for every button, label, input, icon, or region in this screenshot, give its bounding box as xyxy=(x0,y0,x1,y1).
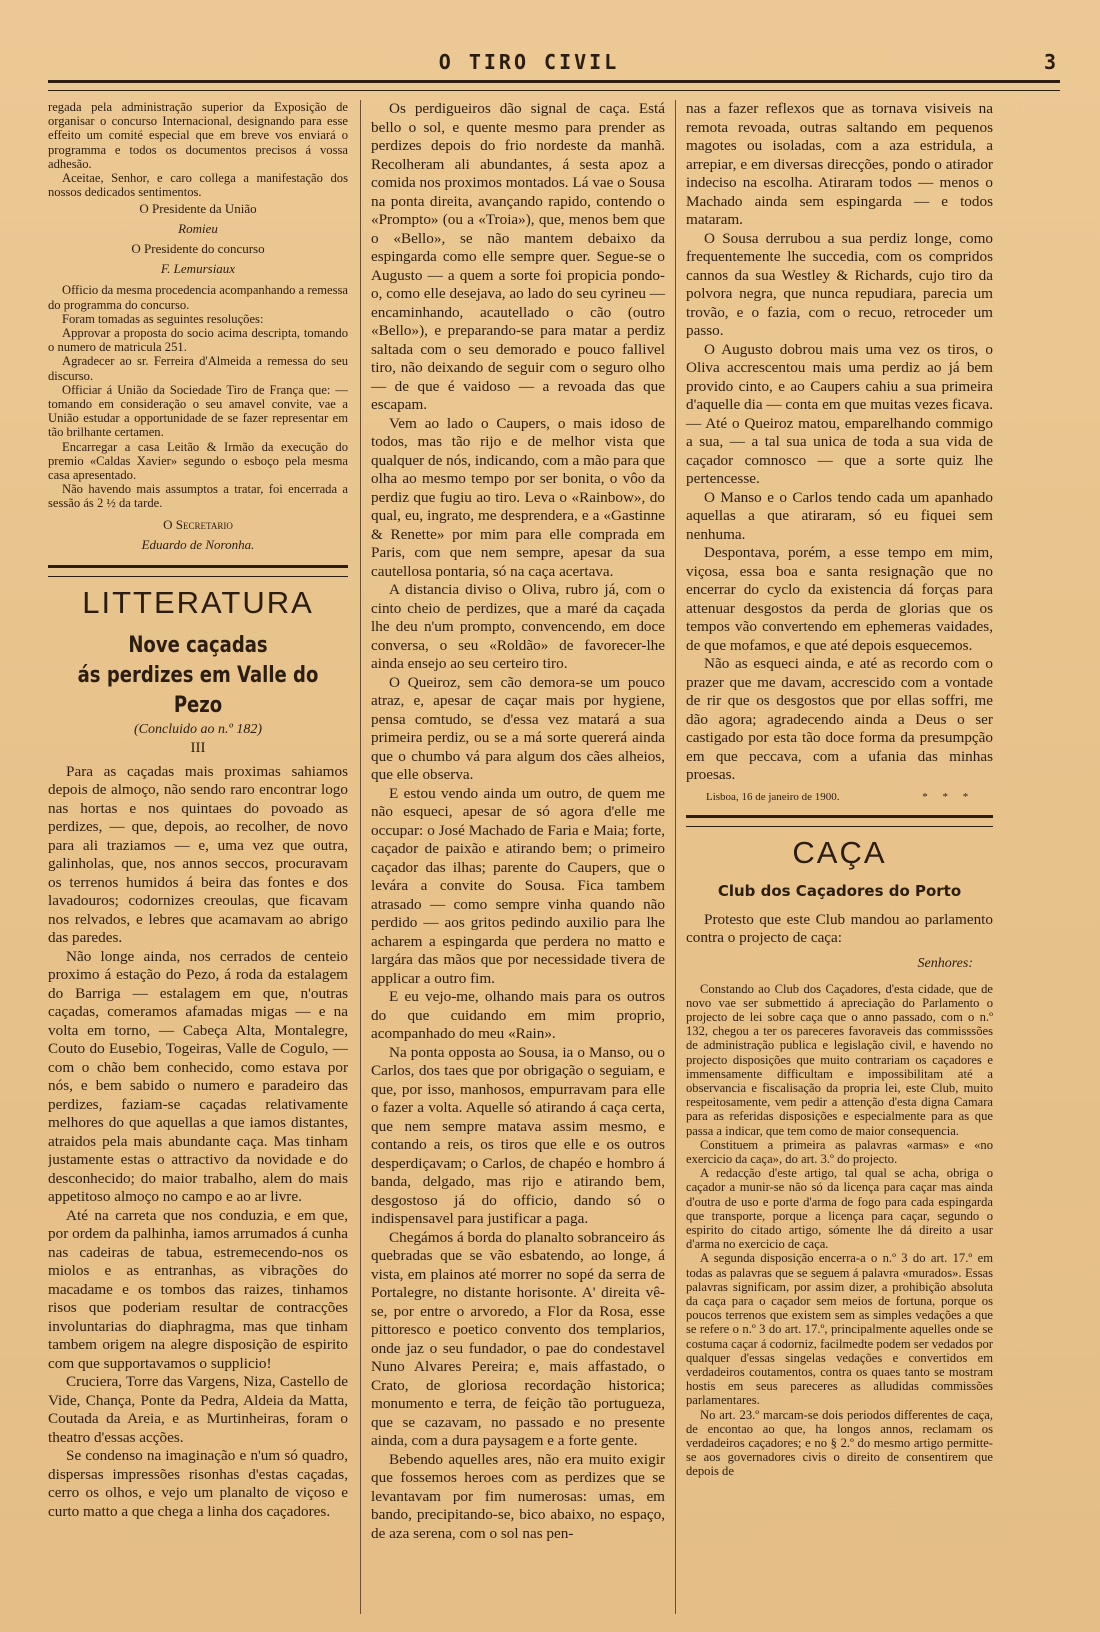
article-paragraph: O Sousa derrubou a sua perdiz longe, como frequentemente lhe succedia, com os compridos cannos da sua Westley & Richards, cujo tiro da polvora negra, que nunca repudiara, parecia um trovão, e o fazia, com o recuo, retroceder um passo. xyxy=(686,229,993,339)
column-2 xyxy=(360,100,665,1614)
signature-title: O Presidente do concurso xyxy=(131,241,265,257)
masthead xyxy=(48,50,1056,76)
newspaper-title: O TIRO CIVIL xyxy=(438,50,620,74)
signature-title: O Presidente da União xyxy=(139,201,257,217)
article-paragraph: Para as caçadas mais proximas sahiamos depois de almoço, não sendo raro encontrar logo nas hortas e nos quintaes do povoado as perdizes, — que, depois, ao recolher, de novo para ali traziamos — e, uma vez que outra, galinholas, que, nos annos seccos, procuravam os terrenos humidos á beira das fontes e dos lavadouros; codornizes creoulas, que ficavam nos relvados, e lebres que acamavam ao abrigo das paredes. xyxy=(48,762,348,947)
club-title: Club dos Caçadores do Porto xyxy=(717,881,962,900)
minutes-paragraph: Officio da mesma procedencia acompanhando a remessa do programma do concurso. xyxy=(48,283,348,312)
article-part: III xyxy=(190,739,206,756)
page-number: 3 xyxy=(1043,50,1056,74)
article-paragraph: Despontava, porém, a esse tempo em mim, viçosa, essa boa e santa resignação que no encerrar do cyclo da existencia dá forças para attenuar desgostos da perda de glorias que os tempos vão convertendo em ephemeras vaidades, de que mofamos, e que até depois esquecemos. xyxy=(686,544,993,654)
minutes-paragraph: Approvar a proposta do socio acima descripta, tomando o numero de matricula 251. xyxy=(48,326,348,355)
section-rule xyxy=(48,565,348,577)
section-rule xyxy=(686,815,993,827)
article-paragraph: E estou vendo ainda um outro, de quem me não esqueci, apesar de só agora d'elle me occupar: o José Machado de Faria e Maia; forte, caçador de paixão e atirando bem; o primeiro caçador das ilhas; parente do Caupers, que o levára a convite do Sousa. Fica tambem atrasado — como sempre vinha quando não perdido — aos gritos pedindo auxilio para lhe acharem a espingarda que perdera no matto e largára das mãos que por necessidade tivera de applicar a outro fim. xyxy=(371,784,665,987)
article-paragraph: A distancia diviso o Oliva, rubro já, com o cinto cheio de perdizes, que a maré da caçada lhe deu n'um prompto, convencendo, em doce conversa, o seu «Roldão» de favorecer-lhe ainda ensejo ao seu certeiro tiro. xyxy=(371,581,665,672)
minutes-text-2 xyxy=(48,283,348,510)
article-paragraph: Os perdigueiros dão signal de caça. Está bello o sol, e quente mesmo para prender as perdizes depois do frio nordeste da manhã. Recolheram ali abundantes, á sesta apoz a comida nos proximos montados. Lá vae o Sousa na ponta direita, avançando rapido, contendo o «Prompto» (ou a «Troia»), que, menos bem que o «Bello», se não mantem debaixo da espingarda como elle sempre quer. Segue-se o Augusto — a quem a sorte foi propicia pondo-o, como elle desejava, ao lado do seu cyrineu — encaminhando, acautellado o cão (outro «Bello»), e preparando-se para matar a perdiz saltada com o seu demorado e pouco fallivel tiro, não deixando de seguir com o seguro olho — de que é vaidoso — a revoada das que escapam. xyxy=(371,100,665,413)
article-title-line-2: ás perdizes em Valle do Pezo xyxy=(77,662,319,718)
protest-paragraph: Constando ao Club dos Caçadores, d'esta cidade, que de novo vae ser submettido á apreciação do Parlamento o projecto de lei sobre caça que o anno passado, com o n.º 132, chegou a ter os pareceres favoraveis das commisssões de administração publica e legislação civil, e havendo no projecto disposições que muito contrariam os caçadores e immensamente difficultam e impossibilitam até a observancia e fiscalisação da propria lei, este Club, muito respeitosamente, vem pedir a attenção d'esta digna Camara para as referidas disposições e especialmente para as que passa a indicar, que tem como de maior consequencia. xyxy=(686,981,993,1138)
salutation: Senhores: xyxy=(917,955,973,971)
article-paragraph: Bebendo aquelles ares, não era muito exigir que fossemos heroes com as perdizes que se levantavam por fim numerosas: umas, em bando, precipitando-se, bico abaixo, no espaço, de aza serena, com o sol nas pen- xyxy=(371,1450,665,1542)
protest-paragraph: A segunda disposição encerra-a o n.º 3 do art. 17.º em todas as palavras que se seguem á palavra «murados». Essas palavras significam, por assim dizer, a prohibição absoluta da caça para o caçador sem meios de fortuna, porque os poucos terrenos que existem sem as simples vedações a que se refere o n.º 3 do art. 17.º, principalmente aquelles onde se costuma caçar á codorniz, facilmedte podem ser vedados por qualquer d'essas singelas vedações e convertidos em verdadeiros coutamentos, contra os quaes tanto se mostram hostis em seus pareceres as alludidas commissões parlamentares. xyxy=(686,1251,993,1408)
section-title-caca: CAÇA xyxy=(792,834,887,870)
column-1 xyxy=(48,100,348,1614)
article-paragraph: E eu vejo-me, olhando mais para os outros do que cuidando em mim proprio, acompanhado do meu «Rain». xyxy=(371,988,665,1042)
minutes-text xyxy=(48,100,348,199)
article-paragraph: nas a fazer reflexos que as tornava visiveis na remota revoada, outras saltando em pequenos magotes ou isoladas, com a aza estridula, a arrepiar, e em diversas direcções, pondo o atirador indeciso na escolha. Atiraram todos — menos o Machado ainda sem espingarda — e todos mataram. xyxy=(686,100,993,228)
article-paragraph: O Queiroz, sem cão demora-se um pouco atraz, e, apesar de caçar mais por hygiene, pensa comtudo, se d'essa vez matará a sua primeira perdiz, ou se a má sorte quererá ainda que o chumbo vá para algum dos cães alheios, que elle observa. xyxy=(371,673,665,783)
article-paragraph: Chegámos á borda do planalto sobranceiro ás quebradas que se vão esbatendo, ao longe, á vista, em plainos até morrer no sopé da serra de Portalegre, no distante horisonte. A' direita vê-se, por entre o arvoredo, a Flor da Rosa, esse pittoresco e poetico convento dos templarios, onde jaz o seu fundador, o pae do condestavel Nuno Alvares Pereira; e, mais affastado, o Crato, de gloriosa recordação historica; monumento e terra, de feição tão portugueza, que se cazavam, no passado e no presente ainda, com a dura paysagem e a forte gente. xyxy=(371,1228,665,1449)
article-paragraph: Cruciera, Torre das Vargens, Niza, Castello de Vide, Chança, Ponte da Pedra, Aldeia da Matta, Coutada da Areia, e as Murtinheiras, foram o theatro d'essas acções. xyxy=(48,1373,348,1446)
article-subtitle: (Concluido ao n.º 182) xyxy=(134,721,262,737)
secretary-name: Eduardo de Noronha. xyxy=(141,536,255,552)
protest-text xyxy=(686,982,993,1479)
minutes-paragraph: Officiar á União da Sociedade Tiro de França que: — tomando em consideração o seu amavel convite, vae a União estudar a opportunidade de se fazer representar em tão brilhante certamen. xyxy=(48,382,348,440)
article-paragraph: O Augusto dobrou mais uma vez os tiros, o Oliva accrescentou mais uma perdiz ao já bem provido cinto, e ao Caupers cahiu a sua primeira d'aquelle dia — conta em que muitas vezes ficava. — Até o Queiroz matou, emparelhando commigo a sua, — a tal sua unica de toda a sua vida de caçador comnosco — que a sorte quiz lhe pertencesse. xyxy=(686,340,993,487)
protest-paragraph: No art. 23.º marcam-se dois periodos differentes de caça, de encontao ao que, ha longos annos, reclamam os verdadeiros caçadores; e no § 2.º do mesmo artigo permitte-se aos governadores civis o direito de consentirem que depois de xyxy=(686,1407,993,1479)
signature-name: Romieu xyxy=(178,221,218,237)
minutes-paragraph: regada pela administração superior da Exposição de organisar o concurso Internacional, designando para esse effeito um comité especial que em breve vos enviará o programma e todos os documentos precisos á vossa adhesão. xyxy=(48,100,348,171)
secretary-title: O Secretario xyxy=(163,516,233,532)
article-body-col2 xyxy=(371,100,665,1543)
intro-paragraph: Protesto que este Club mandou ao parlamento contra o projecto de caça: xyxy=(686,910,993,946)
protest-paragraph: A redacção d'este artigo, tal qual se acha, obriga o caçador a munir-se não só da licença para caçar mas ainda d'outra de uso e porte d'arma de fogo para cada espingarda que transporte, porque a licença para caçar, segundo o espirito do citado artigo, sómente lhe dá direito a usar d'arma no exercicio de caça. xyxy=(686,1166,993,1252)
dateline-text: Lisboa, 16 de janeiro de 1900. xyxy=(706,790,840,803)
article-paragraph: Na ponta opposta ao Sousa, ia o Manso, ou o Carlos, dos taes que por obrigação o seguiam, e que, por isso, manhosos, empurravam para elle o fazer a volta. Aquelle só atirando á caça certa, que nem sempre matava assim mesmo, e contando a reis, os tiros que elle e os outros desperdiçavam; o Carlos, de chapéo e hombro á banda, delgado, mas rijo e atirando bem, desgostoso já do officio, dando só o indispensavel para justificar a paga. xyxy=(371,1043,665,1227)
column-3 xyxy=(675,100,993,1614)
protest-intro xyxy=(686,911,993,948)
article-body-col1 xyxy=(48,763,348,1522)
article-paragraph: Não as esqueci ainda, e até as recordo com o prazer que me davam, accrescido com a vontade de rir que os desgostos que por ellas soffri, me dão agora; agradecendo ainda a Deus o ser castigado por esta tão doce forma da presumpção em que peccava, com a ufania das minhas proesas. xyxy=(686,655,993,783)
minutes-paragraph: Foram tomadas as seguintes resoluções: xyxy=(62,311,264,326)
article-paragraph: Não longe ainda, nos cerrados de centeio proximo á estação do Pezo, á roda da estalagem do Barriga — estalagem em que, n'outras caçadas, comeramos afamadas migas — e na volta em torno, — Cabeça Alta, Montalegre, Couto do Eusebio, Togeiras, Valle de Cogulo, — com o chão bem conhecido, como estava por nós, e bem sabido o numero e paradeiro das perdizes, faziam-se caçadas relativamente melhores do que aquellas a que iamos distantes, atraidos pela mais abundante caça. Mas tinham justamente estas o attractivo da novidade e do desconhecido; do maior trabalho, alem do mais appetitoso almoço no campo e ao ar livre. xyxy=(48,947,348,1206)
header-rule xyxy=(48,80,1060,91)
dateline xyxy=(686,789,993,805)
protest-paragraph: Constituem a primeira as palavras «armas» e «no exercicio da caça», do art. 3.º do projecto. xyxy=(686,1137,993,1166)
signature-name: F. Lemursiaux xyxy=(160,261,236,277)
article-paragraph: O Manso e o Carlos tendo cada um apanhado aquellas a que atiraram, só eu fiquei sem nenhuma. xyxy=(686,488,993,543)
minutes-paragraph: Não havendo mais assumptos a tratar, foi encerrada a sessão ás 2 ½ da tarde. xyxy=(48,482,348,511)
article-title-line-1: Nove caçadas xyxy=(128,632,268,658)
article-body-col3 xyxy=(686,100,993,785)
minutes-paragraph: Encarregar a casa Leitão & Irmão da execução do premio «Caldas Xavier» segundo o esboço pela mesma casa apresentado. xyxy=(48,439,348,483)
article-paragraph: Se condenso na imaginação e n'um só quadro, dispersas impressões risonhas d'estas caçadas, cerro os olhos, e vejo um planalto de viçoso e curto matto a que chega a linha dos caçadores. xyxy=(48,1447,348,1520)
article-paragraph: Até na carreta que nos conduzia, e em que, por ordem da palhinha, iamos arrumados á cunha nas cadeiras de tabua, estremecendo-nos os miolos e as entranhas, as vibrações do macadame e os tombos das raizes, tinhamos risos que poderiam resultar de contracções involuntarias do diaphragma, mas que tinham tambem origem na alegre disposição de espirito com que supportavamos o supplicio! xyxy=(48,1206,348,1372)
minutes-paragraph: Agradecer ao sr. Ferreira d'Almeida a remessa do seu discurso. xyxy=(48,354,348,383)
minutes-paragraph: Aceitae, Senhor, e caro collega a manifestação dos nossos dedicados sentimentos. xyxy=(48,171,348,200)
section-title-litteratura: LITTERATURA xyxy=(82,584,314,620)
separator-stars: * * * xyxy=(922,790,975,803)
article-paragraph: Vem ao lado o Caupers, o mais idoso de todos, mas tão rijo e de melhor vista que qualquer de nós, indicando, com a mão para que olha ao mesmo tempo por ser bonita, o vôo da perdiz que fugiu ao tiro. Leva o «Rainbow», do qual, eu, ingrato, me desprendera, e a «Gastinne & Renette» por mim para elle comprada em Paris, com que nem sempre, apesar da sua cautellosa pontaria, só na caça acertava. xyxy=(371,414,665,580)
